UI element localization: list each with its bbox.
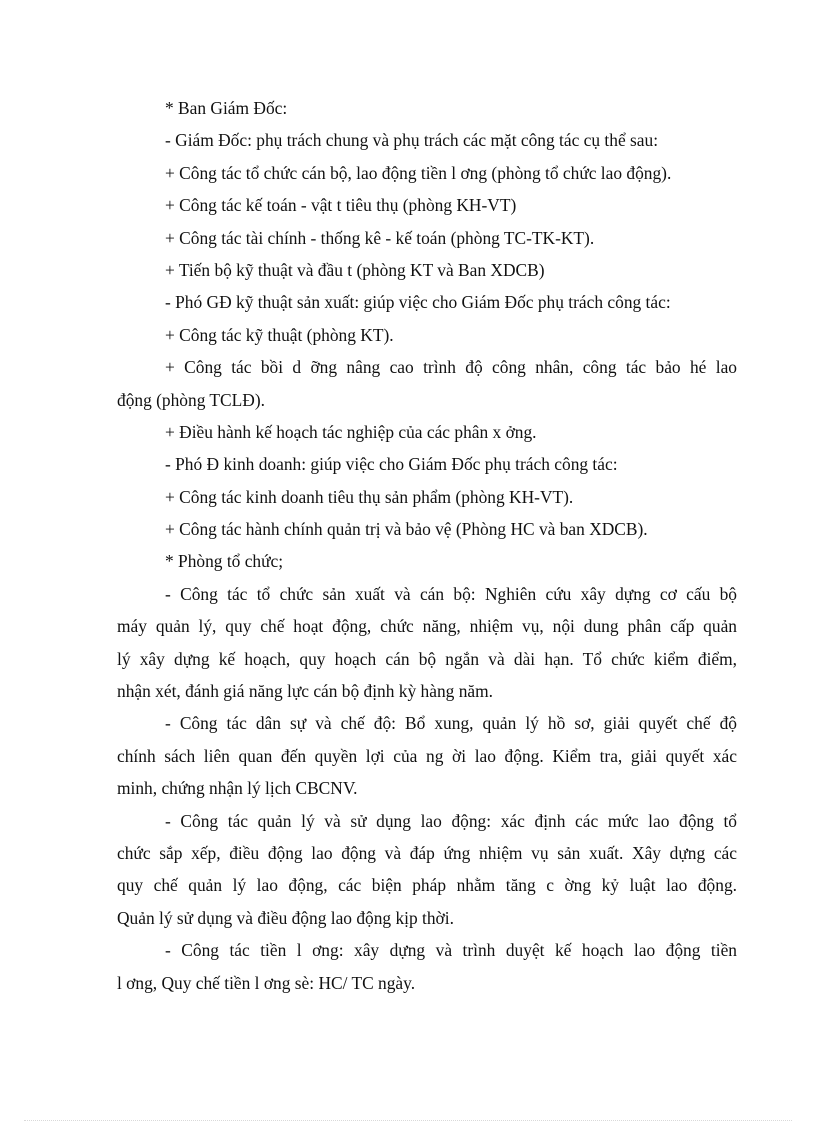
text-line: + Công tác tài chính - thống kê - kế toán (phòng TC-TK-KT). (165, 227, 595, 248)
text-line: + Tiến bộ kỹ thuật và đầu t (phòng KT và Ban XDCB) (165, 259, 545, 280)
text-line: - Phó GĐ kỹ thuật sản xuất: giúp việc cho Giám Đốc phụ trách công tác: (165, 292, 671, 313)
text-line: lý xây dựng kế hoạch, quy hoạch cán bộ ngắn và dài hạn. Tổ chức kiểm điểm, (117, 648, 737, 669)
text-line: máy quản lý, quy chế hoạt động, chức năng, nhiệm vụ, nội dung phân cấp quản (117, 616, 737, 637)
text-line: + Công tác kinh doanh tiêu thụ sản phẩm (phòng KH-VT). (165, 486, 574, 507)
text-line: + Công tác bồi d ỡng nâng cao trình độ công nhân, công tác bảo hé lao (165, 357, 737, 378)
text-line: - Công tác tiền l ơng: xây dựng và trình duyệt kế hoạch lao động tiền (165, 940, 737, 961)
text-line: chức sắp xếp, điều động lao động và đáp ứng nhiệm vụ sản xuất. Xây dựng các (117, 842, 737, 863)
text-line: nhận xét, đánh giá năng lực cán bộ định kỳ hàng năm. (117, 681, 493, 702)
text-line: + Công tác hành chính quản trị và bảo vệ (Phòng HC và ban XDCB). (165, 519, 648, 540)
text-line: - Công tác quản lý và sử dụng lao động: xác định các mức lao động tổ (165, 810, 737, 831)
section-heading-board-of-directors: * Ban Giám Đốc: (165, 98, 288, 118)
text-line: + Công tác tổ chức cán bộ, lao động tiền l ơng (phòng tổ chức lao động). (165, 162, 672, 183)
text-line: + Công tác kế toán - vật t tiêu thụ (phòng KH-VT) (165, 195, 517, 216)
text-line: - Công tác tổ chức sản xuất và cán bộ: Nghiên cứu xây dựng cơ cấu bộ (165, 583, 737, 604)
text-line: + Công tác kỹ thuật (phòng KT). (165, 324, 394, 345)
section-heading-organization-department: * Phòng tổ chức; (165, 551, 284, 572)
text-line: - Giám Đốc: phụ trách chung và phụ trách các mặt công tác cụ thể sau: (165, 130, 659, 151)
text-line: l ơng, Quy chế tiền l ơng sè: HC/ TC ngày. (117, 972, 416, 993)
page-bottom-divider (24, 1120, 792, 1121)
text-line: quy chế quản lý lao động, các biện pháp nhằm tăng c ờng kỷ luật lao động. (117, 875, 737, 896)
text-line: động (phòng TCLĐ). (117, 389, 265, 410)
document-body (117, 92, 737, 999)
text-line: chính sách liên quan đến quyền lợi của ng ời lao động. Kiểm tra, giải quyết xác (117, 745, 737, 766)
text-line: - Phó Đ kinh doanh: giúp việc cho Giám Đốc phụ trách công tác: (165, 454, 618, 475)
text-line: - Công tác dân sự và chế độ: Bổ xung, quản lý hồ sơ, giải quyết chế độ (165, 713, 737, 734)
text-line: + Điều hành kế hoạch tác nghiệp của các phân x ởng. (165, 421, 537, 442)
text-line: minh, chứng nhận lý lịch CBCNV. (117, 778, 358, 799)
text-line: Quản lý sử dụng và điều động lao động kịp thời. (117, 907, 454, 928)
